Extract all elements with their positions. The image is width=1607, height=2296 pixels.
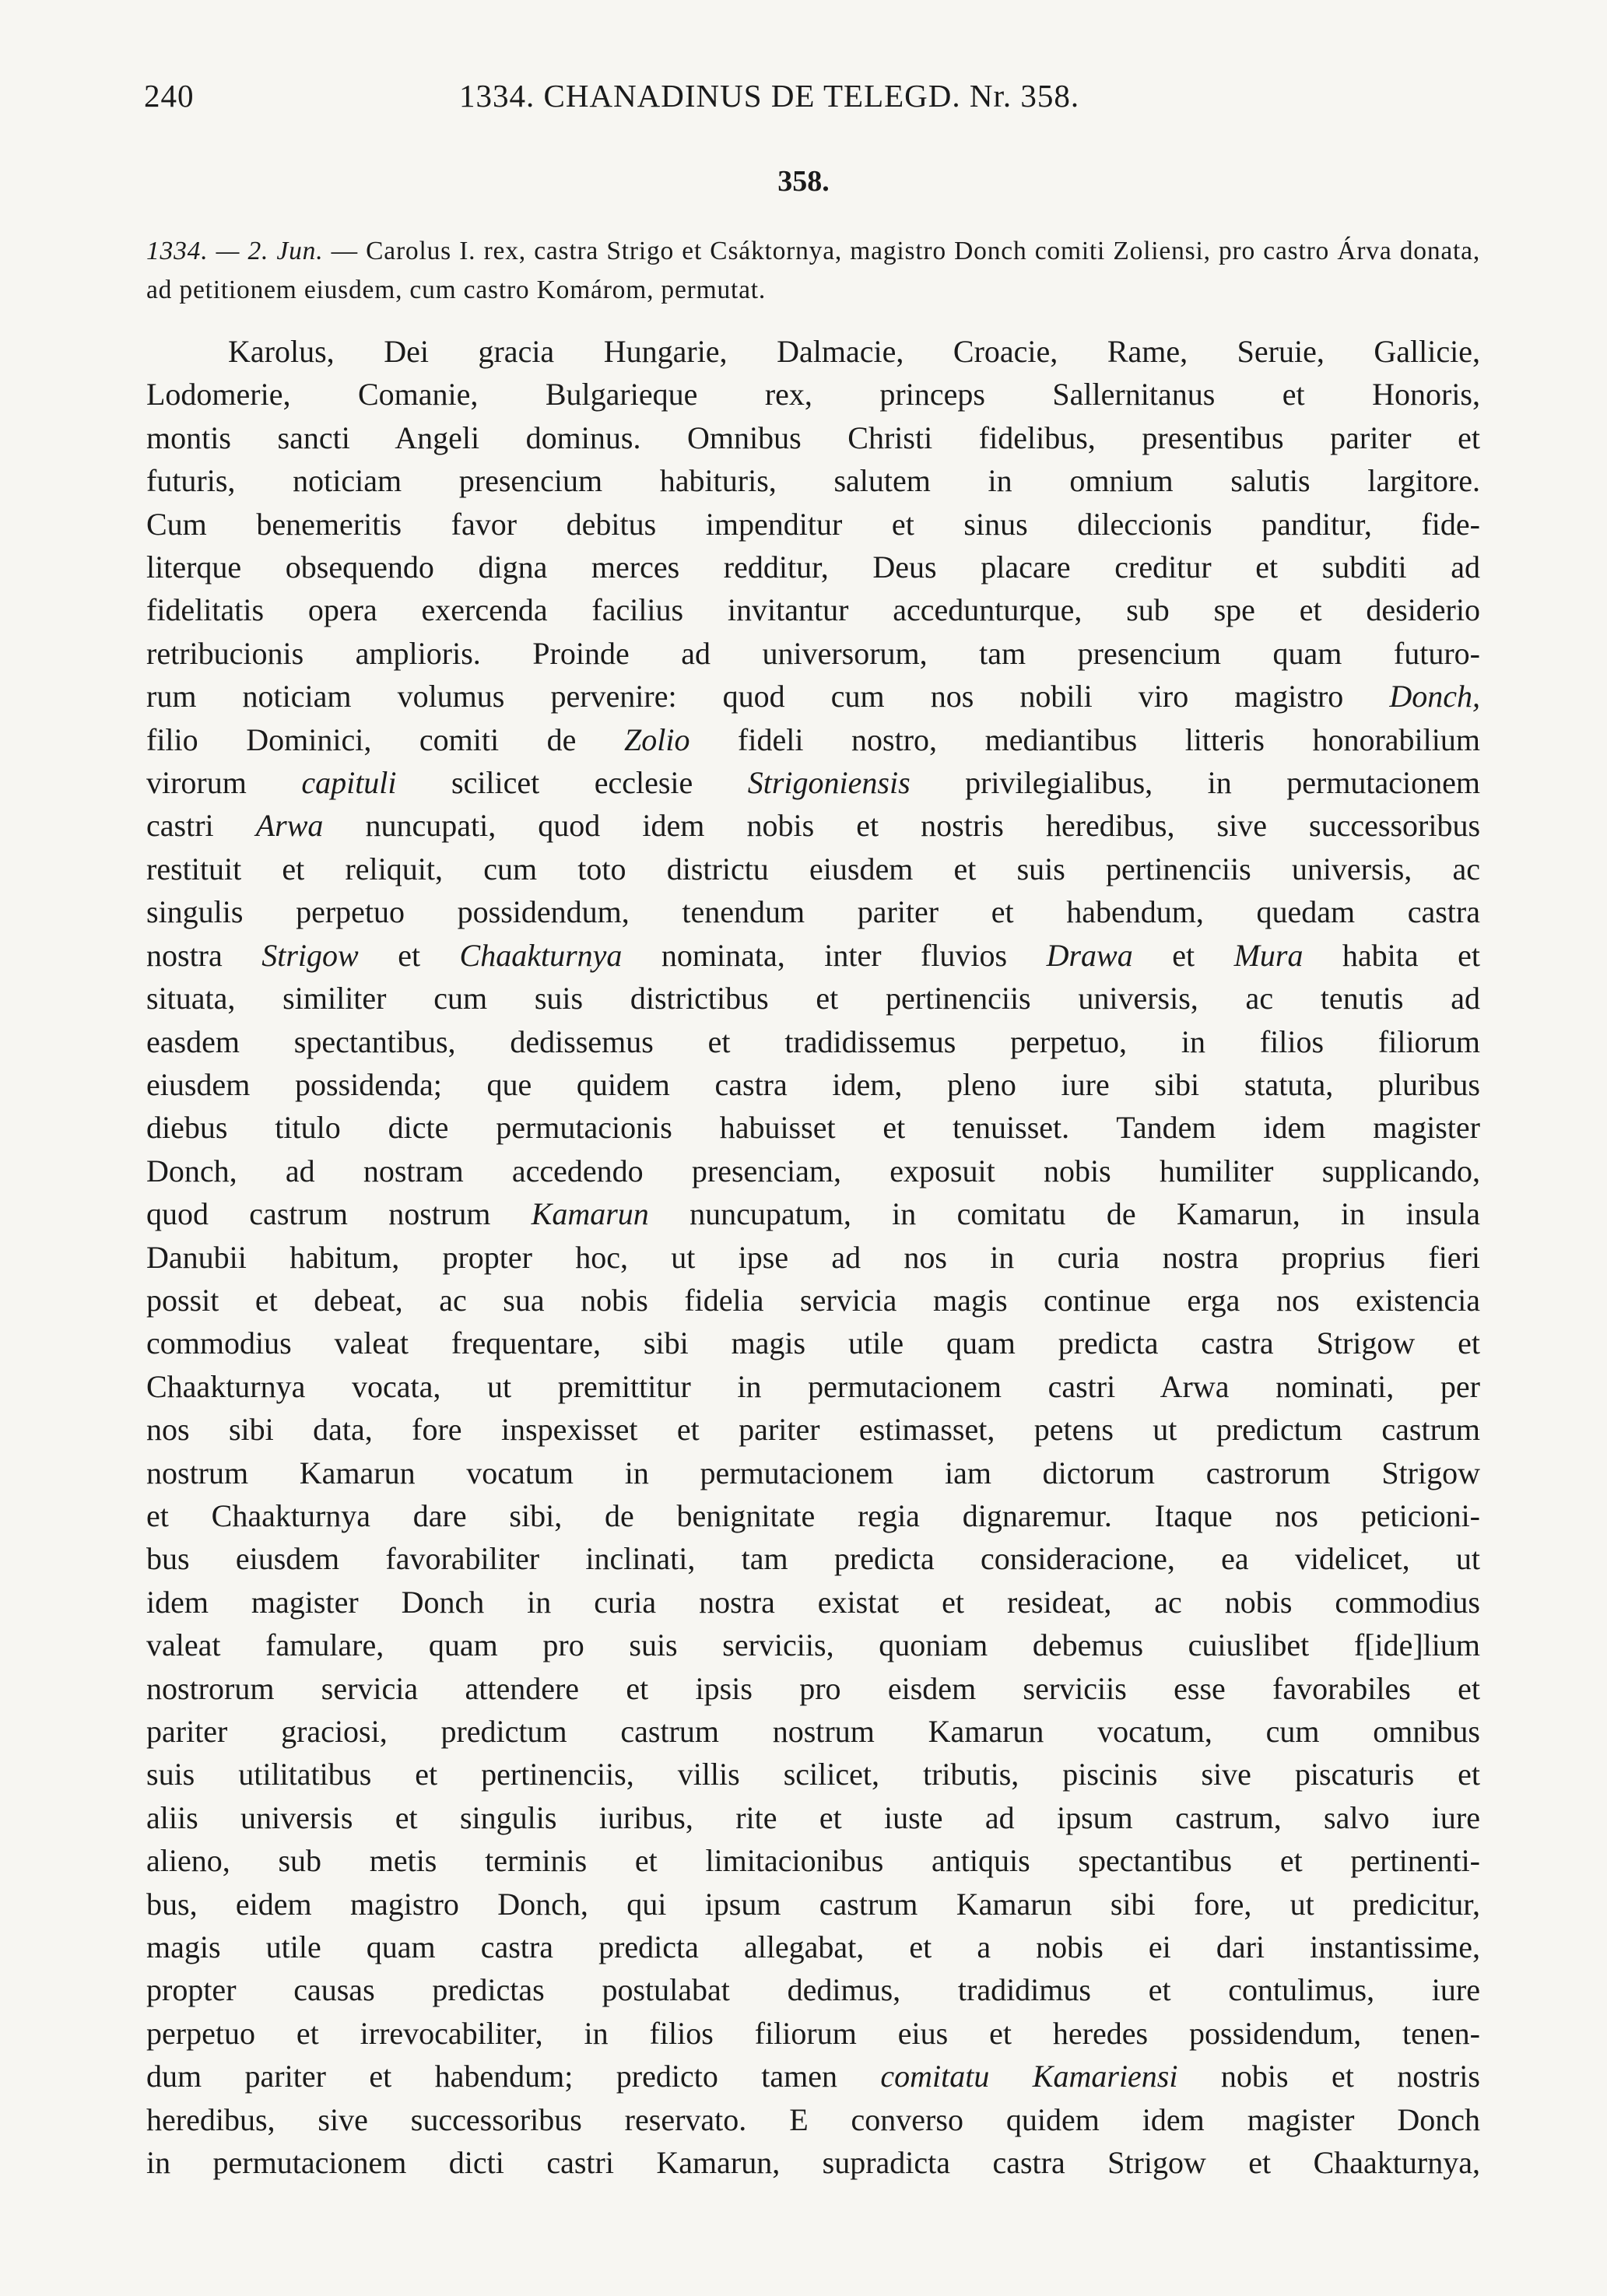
italic-name: Arwa	[255, 808, 324, 844]
italic-name: comitatu Kamariensi	[880, 2059, 1178, 2094]
text-segment: Donch, ad nostram accedendo presenciam, exposuit nobis humiliter supplicando,	[146, 1153, 1480, 1188]
text-line	[146, 1279, 1480, 1322]
text-line	[146, 2055, 1480, 2098]
text-segment: bus eiusdem favorabiliter inclinati, tam predicta consideracione, ea videlicet, ut	[146, 1541, 1480, 1577]
text-segment: literque obsequendo digna merces redditur, Deus placare creditur et subditi ad	[146, 549, 1480, 585]
text-segment: retribucionis amplioris. Proinde ad universorum, tam presencium quam futuro-	[146, 635, 1480, 671]
text-segment: quod castrum nostrum	[146, 1196, 532, 1232]
text-segment: fideli nostro, mediantibus litteris honorabilium	[689, 721, 1480, 757]
text-segment: commodius valeat frequentare, sibi magis utile quam predicta castra Strigow et	[146, 1325, 1480, 1361]
text-line	[146, 977, 1480, 1020]
text-segment: singulis perpetuo possidendum, tenendum pariter et habendum, quedam castra	[146, 894, 1480, 930]
text-segment: scilicet ecclesie	[396, 765, 748, 801]
page-number: 240	[144, 78, 195, 114]
italic-name: Kamarun	[531, 1196, 649, 1232]
regest-date: 1334. — 2. Jun.	[146, 237, 324, 265]
text-line	[146, 373, 1480, 416]
text-segment: eiusdem possidenda; que quidem castra idem, pleno iure sibi statuta, pluribus	[146, 1066, 1480, 1102]
italic-name: Strigow	[261, 937, 359, 973]
text-segment: Lodomerie, Comanie, Bulgarieque rex, princeps Sallernitanus et Honoris,	[146, 377, 1480, 413]
text-line	[146, 718, 1480, 761]
text-line	[146, 416, 1480, 459]
text-segment: in permutacionem dicti castri Kamarun, supradicta castra Strigow et Chaakturnya,	[146, 2145, 1480, 2181]
italic-name: Strigoniensis	[747, 765, 911, 801]
text-segment: nobis et nostris	[1177, 2059, 1480, 2094]
text-segment: privilegialibus, in permutacionem	[910, 765, 1480, 801]
text-segment: possit et debeat, ac sua nobis fidelia servicia magis continue erga nos existencia	[146, 1282, 1480, 1318]
text-segment: habita et	[1303, 937, 1481, 973]
text-segment: nominata, inter fluvios	[622, 937, 1047, 973]
text-line	[146, 1192, 1480, 1235]
text-segment: restituit et reliquit, cum toto districtu eiusdem et suis pertinenciis universis, ac	[146, 851, 1480, 886]
text-line	[146, 1063, 1480, 1106]
italic-name: capituli	[301, 765, 397, 801]
text-line	[146, 546, 1480, 588]
text-line	[146, 1796, 1480, 1839]
text-line	[146, 1236, 1480, 1279]
italic-name: Mura	[1233, 937, 1303, 973]
text-line	[146, 1926, 1480, 1968]
text-segment: bus, eidem magistro Donch, qui ipsum castrum Kamarun sibi fore, ut predicitur,	[146, 1886, 1480, 1922]
text-line	[146, 1537, 1480, 1580]
text-line	[146, 1581, 1480, 1624]
text-line	[146, 1408, 1480, 1451]
text-line	[146, 1452, 1480, 1494]
italic-name: Zolio	[624, 721, 690, 757]
text-line	[146, 761, 1480, 804]
text-segment: easdem spectantibus, dedissemus et tradidissemus perpetuo, in filios filiorum	[146, 1023, 1480, 1059]
text-line	[146, 459, 1480, 502]
text-line	[146, 675, 1480, 718]
text-segment: Karolus, Dei gracia Hungarie, Dalmacie, Croacie, Rame, Seruie, Gallicie,	[228, 334, 1480, 369]
text-segment: Cum benemeritis favor debitus impenditur et sinus dileccionis panditur, fide-	[146, 506, 1480, 542]
text-line	[146, 2141, 1480, 2184]
text-segment: filio Dominici, comiti de	[146, 721, 624, 757]
text-line	[146, 2012, 1480, 2055]
text-segment: et	[358, 937, 460, 973]
text-line	[146, 1710, 1480, 1753]
text-line	[146, 1753, 1480, 1796]
text-line	[146, 1322, 1480, 1364]
text-segment: fidelitatis opera exercenda facilius invitantur accedunturque, sub spe et desiderio	[146, 592, 1480, 628]
text-segment: situata, similiter cum suis districtibus et pertinenciis universis, ac tenutis ad	[146, 981, 1480, 1016]
text-segment: pariter graciosi, predictum castrum nostrum Kamarun vocatum, cum omnibus	[146, 1714, 1480, 1749]
text-line	[146, 1968, 1480, 2011]
text-segment: alieno, sub metis terminis et limitacionibus antiquis spectantibus et pertinenti-	[146, 1843, 1480, 1879]
text-segment: suis utilitatibus et pertinenciis, villis scilicet, tributis, piscinis sive piscaturis et	[146, 1757, 1480, 1792]
regest-text: — Carolus I. rex, castra Strigo et Csáktornya, magistro Donch comiti Zoliensi, pro castro Árva donata, ad petitionem eiusdem, cum castro Komárom, permutat.	[146, 237, 1481, 304]
text-line	[146, 934, 1480, 977]
text-segment: nuncupatum, in comitatu de Kamarun, in insula	[648, 1196, 1480, 1232]
italic-name: Donch,	[1389, 679, 1480, 714]
text-segment: perpetuo et irrevocabiliter, in filios filiorum eius et heredes possidendum, tenen-	[146, 2015, 1480, 2051]
text-line	[146, 330, 1480, 373]
italic-name: Drawa	[1046, 937, 1133, 973]
text-segment: nostra	[146, 937, 262, 973]
text-segment: Chaakturnya vocata, ut premittitur in permutacionem castri Arwa nominati, per	[146, 1368, 1480, 1404]
text-line	[146, 2098, 1480, 2141]
text-segment: Danubii habitum, propter hoc, ut ipse ad nos in curia nostra proprius fieri	[146, 1239, 1480, 1275]
text-line	[146, 1494, 1480, 1537]
text-segment: nostrorum servicia attendere et ipsis pro eisdem serviciis esse favorabiles et	[146, 1670, 1480, 1706]
text-line	[146, 890, 1480, 933]
text-line	[146, 1106, 1480, 1149]
text-segment: valeat famulare, quam pro suis serviciis, quoniam debemus cuiuslibet f[ide]lium	[146, 1627, 1480, 1663]
text-line	[146, 1150, 1480, 1192]
text-segment: castri	[146, 808, 256, 844]
text-segment: et	[1132, 937, 1234, 973]
text-segment: nostrum Kamarun vocatum in permutacionem iam dictorum castrorum Strigow	[146, 1455, 1480, 1490]
text-segment: nuncupati, quod idem nobis et nostris heredibus, sive successoribus	[323, 808, 1481, 844]
text-line	[146, 1365, 1480, 1408]
text-segment: et Chaakturnya dare sibi, de benignitate regia dignaremur. Itaque nos peticioni-	[146, 1497, 1480, 1533]
text-line	[146, 1839, 1480, 1882]
text-line	[146, 503, 1480, 546]
text-segment: idem magister Donch in curia nostra existat et resideat, ac nobis commodius	[146, 1584, 1480, 1620]
text-line	[146, 1883, 1480, 1926]
text-line	[146, 632, 1480, 675]
text-segment: diebus titulo dicte permutacionis habuisset et tenuisset. Tandem idem magister	[146, 1110, 1480, 1146]
regest	[146, 232, 1480, 310]
italic-name: Chaakturnya	[459, 937, 623, 973]
text-line	[146, 848, 1480, 890]
text-line	[146, 588, 1480, 631]
text-segment: heredibus, sive successoribus reservato. E converso quidem idem magister Donch	[146, 2101, 1480, 2137]
text-segment: aliis universis et singulis iuribus, rite et iuste ad ipsum castrum, salvo iure	[146, 1799, 1480, 1835]
text-line	[146, 1667, 1480, 1710]
text-segment: rum noticiam volumus pervenire: quod cum nos nobili viro magistro	[146, 679, 1390, 714]
text-segment: propter causas predictas postulabat dedimus, tradidimus et contulimus, iure	[146, 1972, 1480, 2008]
text-segment: dum pariter et habendum; predicto tamen	[146, 2059, 881, 2094]
text-line	[146, 1624, 1480, 1666]
text-segment: montis sancti Angeli dominus. Omnibus Christi fidelibus, presentibus pariter et	[146, 420, 1480, 455]
text-segment: virorum	[146, 765, 302, 801]
text-segment: nos sibi data, fore inspexisset et pariter estimasset, petens ut predictum castrum	[146, 1412, 1480, 1448]
text-line	[146, 1020, 1480, 1063]
text-segment: futuris, noticiam presencium habituris, salutem in omnium salutis largitore.	[146, 463, 1480, 499]
charter-text	[146, 330, 1480, 2184]
running-title: 1334. CHANADINUS DE TELEGD. Nr. 358.	[459, 78, 1080, 114]
text-segment: magis utile quam castra predicta allegabat, et a nobis ei dari instantissime,	[146, 1929, 1480, 1965]
text-line	[146, 804, 1480, 847]
document-number: 358.	[777, 165, 830, 198]
